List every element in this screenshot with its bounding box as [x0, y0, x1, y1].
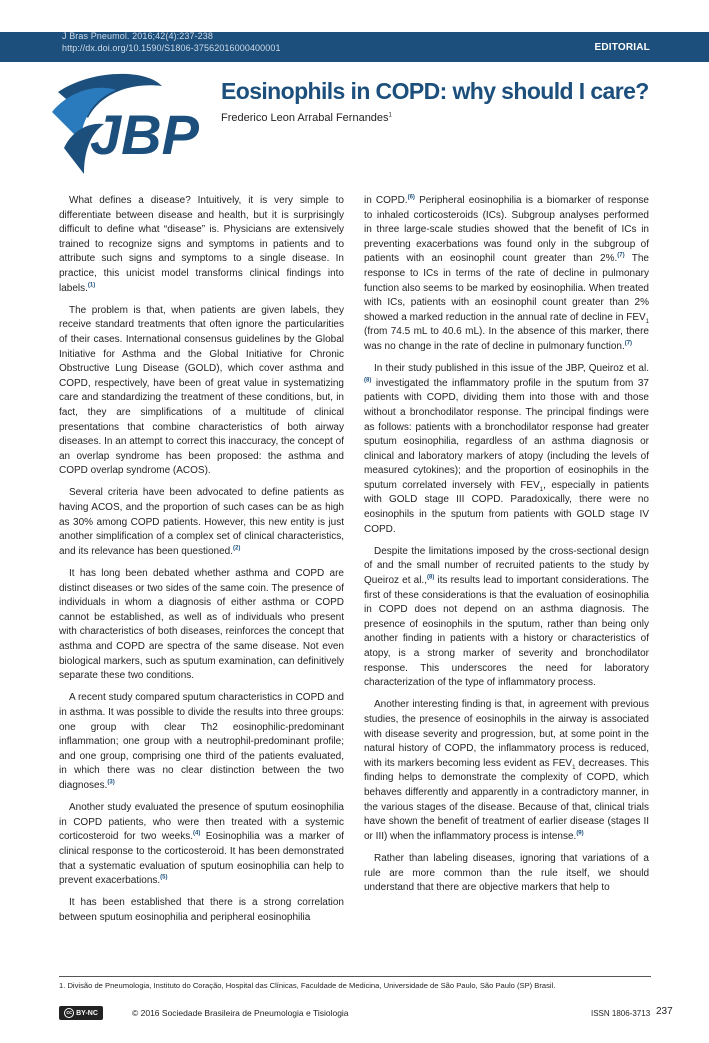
citation-ref[interactable]: (3) — [107, 779, 115, 786]
cc-icon: cc — [64, 1008, 74, 1018]
citation-ref[interactable]: (2) — [233, 545, 241, 552]
creative-commons-badge[interactable] — [59, 1006, 103, 1020]
paragraph: It has long been debated whether asthma and COPD are distinct diseases or two sides of the same coin. The presence of individuals in whom a diagnosis of either asthma or COPD cannot be established, as well as of individuals who present with characteristics of both diseases, reinforces the concept that asthma and COPD are spectra of the same disease. Not even biological markers, such as sputum examination, can definitively separate these two conditions. — [59, 568, 344, 682]
doi-link[interactable]: http://dx.doi.org/10.1590/S1806-37562016000400001 — [62, 43, 281, 53]
right-column — [364, 194, 649, 903]
issn: ISSN 1806-3713 — [591, 1009, 651, 1018]
jbp-logo — [50, 70, 206, 180]
logo-text: JBP — [90, 103, 199, 166]
subscript: 1 — [539, 486, 544, 493]
paragraph: Another interesting finding is that, in agreement with previous studies, the presence of eosinophils in the airway is associated with disease severity and progression, but, at some point in the natural history of COPD, the inflammatory process is reduced, with its markers becoming less evident as $FEV_1$ decreases. This finding helps to demonstrate the complexity of COPD, which behaves differently and apparently in a contradictory manner, in the various stages of the disease. Because of that, clinical trials have shown the benefit of treatment of earlier disease (stages II or III) when the inflammatory process is intense.$^{(9)}$ — [364, 699, 650, 842]
citation-ref[interactable]: (1) — [87, 282, 96, 289]
left-column — [59, 194, 344, 933]
author-line — [221, 112, 392, 124]
author-affiliation-mark: 1 — [388, 112, 392, 119]
article-title: Eosinophils in COPD: why should I care? — [221, 78, 649, 104]
author-name: Frederico Leon Arrabal Fernandes — [221, 112, 389, 124]
section-label: EDITORIAL — [594, 42, 650, 53]
citation-ref[interactable]: (5) — [160, 874, 168, 881]
subscript: 1 — [572, 764, 576, 771]
cc-license-label: BY-NC — [76, 1009, 98, 1017]
paragraph: It has been established that there is a strong correlation between sputum eosinophilia and peripheral eosinophilia — [59, 897, 344, 923]
footer-divider — [59, 976, 651, 977]
citation-ref[interactable]: (4) — [192, 830, 201, 837]
paragraph: A recent study compared sputum characteristics in COPD and in asthma. It was possible to divide the results into three groups: one group with clear Th2 eosinophilic-predominant inflammation; one group with a neutrophil-predominant profile; and one group, comprising one third of the patients evaluated, in which there was no clear distinction between the two diagnoses.$^{(3)}$ — [59, 692, 344, 791]
citation-ref[interactable]: (8) — [364, 377, 372, 384]
paragraph: Despite the limitations imposed by the cross-sectional design of and the small number of recruited patients to the study by Queiroz et al.,$^{(8)}$ its results lead to important considerations. The first of these considerations is that the evaluation of eosinophilia in COPD does not depend on an asthma diagnosis. The presence of eosinophils in the sputum, rather than being only another finding in patients with a history or characteristics of atopy, is a strong marker of severity and bronchodilator response. This underscores the need for laboratory characterization of the type of inflammatory process. — [364, 545, 649, 689]
paragraph: In their study published in this issue of the JBP, Queiroz et al.$^{(8)}$ investigated the inflammatory profile in the sputum from 37 patients with COPD, dividing them into those with and those without a bronchodilator response. The principal findings were as follows: patients with a bronchodilator response had greater sputum eosinophilia, regardless of an asthma diagnosis or clinical and laboratory markers of atopy (including the levels of measured cytokines); and the proportion of eosinophils in the sputum correlated inversely with $FEV_1$, especially in patients with GOLD stage III COPD. Paradoxically, there were no eosinophils in the sputum from patients with GOLD stage IV COPD. — [364, 363, 649, 535]
paragraph: The problem is that, when patients are given labels, they receive standard treatments that often ignore the particularities of their cases. International consensus guidelines by the Global Initiative for Asthma and the Global Initiative for Chronic Obstructive Lung Disease (GOLD), which cover asthma and COPD, respectively, have been of great value in systematizing care and standardizing the treatment of these conditions, but, in fact, they are simplifications of a multitude of clinical presentations that combine characteristics of both airway diseases. In an attempt to correct this inaccuracy, the concept of an overlap syndrome has been proposed: the asthma and COPD overlap syndrome (ACOS). — [59, 304, 344, 477]
page-number: 237 — [656, 1006, 673, 1017]
citation-ref[interactable]: (6) — [407, 194, 415, 201]
paragraph: Another study evaluated the presence of sputum eosinophilia in COPD patients, who were then treated with a systemic corticosteroid for two weeks.$^{(4)}$ Eosinophilia was a marker of clinical response to the corticosteroid. It has been demonstrated that a systematic evaluation of sputum eosinophilia can help to prevent exacerbations.$^{(5)}$ — [59, 802, 344, 887]
citation-ref[interactable]: (9) — [576, 830, 584, 837]
citation-ref[interactable]: (8) — [426, 574, 435, 581]
paragraph: What defines a disease? Intuitively, it is very simple to differentiate between disease and health, but it is surprisingly difficult to define what “disease” is. Physicians are extensively trained to recognize signs and symptoms in patients and to attribute such signs and symptoms to a single disease. In practice, this unicist model transforms clinical findings into labels.$^{(1)}$ — [59, 195, 344, 294]
citation-ref[interactable]: (7) — [624, 340, 633, 347]
paragraph: Several criteria have been advocated to define patients as having ACOS, and the proportion of such cases can be as high as 30% among COPD patients. However, this new entity is just another simplification of a complex set of clinical characteristics, and its relevance has been questioned.$^{(2)}$ — [59, 487, 344, 557]
subscript: 1 — [645, 318, 649, 325]
paragraph: Rather than labeling diseases, ignoring that variations of a rule are more common than the rule itself, we should understand that there are objective markers that help to — [364, 852, 649, 894]
citation-ref[interactable]: (7) — [617, 253, 625, 260]
copyright-notice: © 2016 Sociedade Brasileira de Pneumologia e Tisiologia — [132, 1008, 349, 1018]
paragraph: in COPD.$^{(6)}$ Peripheral eosinophilia is a biomarker of response to inhaled corticosteroids (ICs). Subgroup analyses performed in three large-scale studies showed that the benefit of ICs in preventing exacerbations was found only in the subgroup of patients with an eosinophil count greater than 2%.$^{(7)}$ The response to ICs in terms of the rate of decline in pulmonary function also seems to be marked by eosinophilia. When treated with ICs, patients with an eosinophil count greater than 2% showed a marked reduction in the annual rate of decline in $FEV_1$ (from 74.5 mL to 40.6 mL). In the absence of this marker, there was no change in the rate of decline in pulmonary function.$^{(7)}$ — [364, 194, 649, 352]
journal-citation: J Bras Pneumol. 2016;42(4):237-238 — [62, 31, 213, 41]
affiliation-footnote: 1. Divisão de Pneumologia, Instituto do Coração, Hospital das Clínicas, Faculdade de Medicina, Universidade de São Paulo, São Paulo (SP) Brasil. — [59, 981, 556, 990]
